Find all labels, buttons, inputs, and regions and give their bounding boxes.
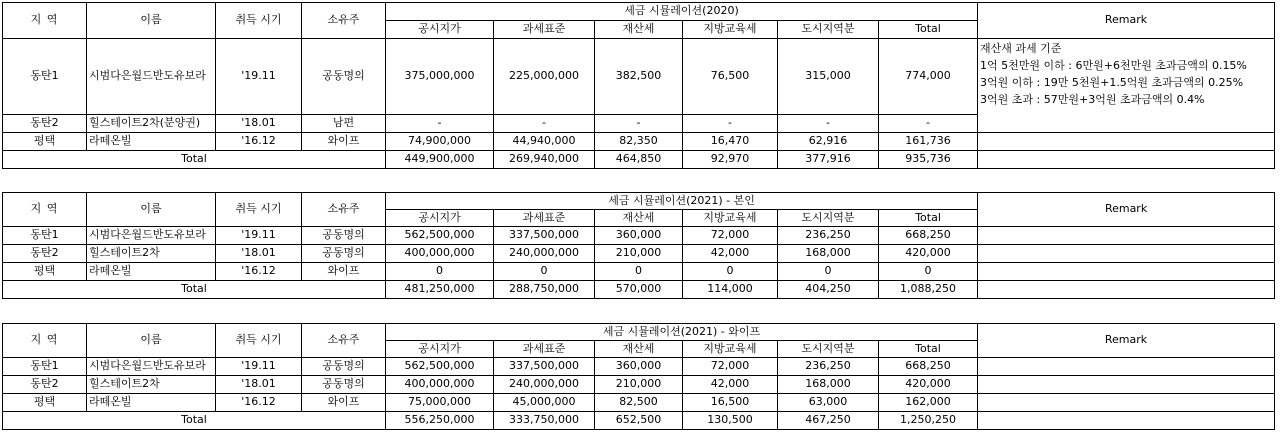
cell-name[interactable]: 힐스테이트2차(분양권) <box>87 115 216 133</box>
cell-official-price[interactable]: 400,000,000 <box>386 245 494 263</box>
cell-official-price[interactable]: 74,900,000 <box>386 133 494 151</box>
cell-owner[interactable]: 공동명의 <box>302 227 386 245</box>
cell-official-price[interactable]: 75,000,000 <box>386 394 494 412</box>
cell-urban-tax[interactable]: 236,250 <box>778 358 879 376</box>
cell-owner[interactable]: 와이프 <box>302 394 386 412</box>
cell-official-price[interactable]: 0 <box>386 263 494 281</box>
cell-tax-base[interactable]: 240,000,000 <box>494 245 595 263</box>
total-row <box>3 151 1275 169</box>
total-tax-base[interactable]: 288,750,000 <box>494 281 595 299</box>
cell-property-tax[interactable]: 0 <box>595 263 683 281</box>
cell-urban-tax[interactable]: 62,916 <box>778 133 879 151</box>
col-property-tax[interactable]: 재산세 <box>595 341 683 358</box>
cell-education-tax[interactable]: - <box>683 115 778 133</box>
table-title[interactable]: 세금 시뮬레이션(2021) - 와이프 <box>386 324 978 341</box>
cell-owner[interactable]: 공동명의 <box>302 39 386 115</box>
acquired-header[interactable]: 취득 시기 <box>216 3 302 39</box>
cell-total[interactable]: 420,000 <box>879 376 978 394</box>
table-row <box>3 376 1275 394</box>
total-property-tax[interactable]: 570,000 <box>595 281 683 299</box>
table-row <box>3 39 1275 115</box>
total-property-tax[interactable]: 652,500 <box>595 412 683 430</box>
remark-cell[interactable] <box>978 227 1275 245</box>
total-total[interactable]: 1,088,250 <box>879 281 978 299</box>
cell-property-tax[interactable]: 360,000 <box>595 358 683 376</box>
acquired-header[interactable]: 취득 시기 <box>216 193 302 227</box>
total-label[interactable]: Total <box>3 151 386 169</box>
cell-total[interactable]: 162,000 <box>879 394 978 412</box>
region-header[interactable]: 지 역 <box>3 193 87 227</box>
cell-name[interactable]: 시범다은월드반도유보라 <box>87 39 216 115</box>
name-header[interactable]: 이름 <box>87 193 216 227</box>
col-urban-tax[interactable]: 도시지역분 <box>778 210 879 227</box>
table-row <box>3 245 1275 263</box>
cell-region[interactable]: 동탄1 <box>3 227 87 245</box>
acquired-header[interactable]: 취득 시기 <box>216 324 302 358</box>
cell-acquired[interactable]: '19.11 <box>216 358 302 376</box>
remark-cell[interactable] <box>978 281 1275 299</box>
cell-property-tax[interactable]: 210,000 <box>595 376 683 394</box>
table-row <box>3 263 1275 281</box>
cell-education-tax[interactable]: 72,000 <box>683 358 778 376</box>
table-row <box>3 358 1275 376</box>
name-header[interactable]: 이름 <box>87 324 216 358</box>
cell-acquired[interactable]: '18.01 <box>216 115 302 133</box>
cell-official-price[interactable]: 562,500,000 <box>386 358 494 376</box>
cell-owner[interactable]: 와이프 <box>302 263 386 281</box>
total-education-tax[interactable]: 114,000 <box>683 281 778 299</box>
total-tax-base[interactable]: 333,750,000 <box>494 412 595 430</box>
tax-simulation-2020-table <box>2 2 1275 169</box>
total-urban-tax[interactable]: 404,250 <box>778 281 879 299</box>
cell-owner[interactable]: 공동명의 <box>302 245 386 263</box>
cell-region[interactable]: 평택 <box>3 133 87 151</box>
total-label[interactable]: Total <box>3 281 386 299</box>
total-total[interactable]: 1,250,250 <box>879 412 978 430</box>
cell-name[interactable]: 라떼온빌 <box>87 394 216 412</box>
total-row <box>3 281 1275 299</box>
cell-urban-tax[interactable]: 63,000 <box>778 394 879 412</box>
col-total[interactable]: Total <box>879 341 978 358</box>
cell-name[interactable]: 시범다은월드반도유보라 <box>87 227 216 245</box>
cell-property-tax[interactable]: - <box>595 115 683 133</box>
cell-tax-base[interactable]: - <box>494 115 595 133</box>
col-education-tax[interactable]: 지방교육세 <box>683 341 778 358</box>
col-total[interactable]: Total <box>879 210 978 227</box>
col-official-price[interactable]: 공시지가 <box>386 21 494 39</box>
cell-region[interactable]: 동탄2 <box>3 115 87 133</box>
cell-education-tax[interactable]: 42,000 <box>683 376 778 394</box>
total-official-price[interactable]: 449,900,000 <box>386 151 494 169</box>
remark-note[interactable]: 재산새 과세 기준 1억 5천만원 이하 : 6만원+6천만원 초과금액의 0.15% 3억원 이하 : 19만 5천원+1.5억원 초과금액의 0.25% 3억원 초과 : 57만원+3억원 초과금액의 0.4% <box>978 39 1275 133</box>
cell-owner[interactable]: 공동명의 <box>302 358 386 376</box>
cell-name[interactable]: 라떼온빌 <box>87 133 216 151</box>
cell-property-tax[interactable]: 82,350 <box>595 133 683 151</box>
total-urban-tax[interactable]: 467,250 <box>778 412 879 430</box>
cell-region[interactable]: 평택 <box>3 394 87 412</box>
total-education-tax[interactable]: 92,970 <box>683 151 778 169</box>
cell-name[interactable]: 라떼온빌 <box>87 263 216 281</box>
cell-owner[interactable]: 와이프 <box>302 133 386 151</box>
cell-total[interactable]: - <box>879 115 978 133</box>
col-property-tax[interactable]: 재산세 <box>595 210 683 227</box>
total-property-tax[interactable]: 464,850 <box>595 151 683 169</box>
cell-region[interactable]: 평택 <box>3 263 87 281</box>
table-row <box>3 394 1275 412</box>
tax-simulation-2021-wife-table <box>2 323 1275 430</box>
cell-official-price[interactable]: 562,500,000 <box>386 227 494 245</box>
col-education-tax[interactable]: 지방교육세 <box>683 210 778 227</box>
tax-simulation-2021-self-table <box>2 192 1275 299</box>
remark-header[interactable]: Remark <box>978 324 1275 358</box>
cell-urban-tax[interactable]: - <box>778 115 879 133</box>
cell-total[interactable]: 0 <box>879 263 978 281</box>
remark-cell[interactable] <box>978 358 1275 376</box>
cell-education-tax[interactable]: 72,000 <box>683 227 778 245</box>
cell-urban-tax[interactable]: 0 <box>778 263 879 281</box>
cell-tax-base[interactable]: 225,000,000 <box>494 39 595 115</box>
cell-acquired[interactable]: '18.01 <box>216 245 302 263</box>
col-property-tax[interactable]: 재산세 <box>595 21 683 39</box>
total-tax-base[interactable]: 269,940,000 <box>494 151 595 169</box>
cell-official-price[interactable]: - <box>386 115 494 133</box>
cell-acquired[interactable]: '16.12 <box>216 394 302 412</box>
remark-cell[interactable] <box>978 394 1275 412</box>
cell-owner[interactable]: 남편 <box>302 115 386 133</box>
col-urban-tax[interactable]: 도시지역분 <box>778 341 879 358</box>
cell-total[interactable]: 420,000 <box>879 245 978 263</box>
remark-cell[interactable] <box>978 376 1275 394</box>
table-row <box>3 133 1275 151</box>
owner-header[interactable]: 소유주 <box>302 3 386 39</box>
cell-urban-tax[interactable]: 315,000 <box>778 39 879 115</box>
col-tax-base[interactable]: 과세표준 <box>494 21 595 39</box>
total-official-price[interactable]: 481,250,000 <box>386 281 494 299</box>
cell-total[interactable]: 161,736 <box>879 133 978 151</box>
cell-property-tax[interactable]: 82,500 <box>595 394 683 412</box>
cell-education-tax[interactable]: 0 <box>683 263 778 281</box>
cell-official-price[interactable]: 400,000,000 <box>386 376 494 394</box>
cell-tax-base[interactable]: 337,500,000 <box>494 358 595 376</box>
cell-acquired[interactable]: '16.12 <box>216 263 302 281</box>
cell-name[interactable]: 시범다은월드반도유보라 <box>87 358 216 376</box>
cell-urban-tax[interactable]: 236,250 <box>778 227 879 245</box>
cell-tax-base[interactable]: 240,000,000 <box>494 376 595 394</box>
total-urban-tax[interactable]: 377,916 <box>778 151 879 169</box>
cell-region[interactable]: 동탄2 <box>3 376 87 394</box>
cell-urban-tax[interactable]: 168,000 <box>778 245 879 263</box>
cell-acquired[interactable]: '19.11 <box>216 227 302 245</box>
total-total[interactable]: 935,736 <box>879 151 978 169</box>
cell-acquired[interactable]: '16.12 <box>216 133 302 151</box>
remark-header[interactable]: Remark <box>978 193 1275 227</box>
col-official-price[interactable]: 공시지가 <box>386 341 494 358</box>
table-title[interactable]: 세금 시뮬레이션(2020) <box>386 3 978 21</box>
remark-cell[interactable] <box>978 412 1275 430</box>
col-total[interactable]: Total <box>879 21 978 39</box>
cell-education-tax[interactable]: 76,500 <box>683 39 778 115</box>
region-header[interactable]: 지 역 <box>3 3 87 39</box>
remark-cell[interactable] <box>978 151 1275 169</box>
cell-acquired[interactable]: '19.11 <box>216 39 302 115</box>
remark-cell[interactable] <box>978 133 1275 151</box>
cell-tax-base[interactable]: 45,000,000 <box>494 394 595 412</box>
cell-name[interactable]: 힐스테이트2차 <box>87 376 216 394</box>
table-title[interactable]: 세금 시뮬레이션(2021) - 본인 <box>386 193 978 210</box>
cell-total[interactable]: 668,250 <box>879 358 978 376</box>
col-tax-base[interactable]: 과세표준 <box>494 341 595 358</box>
cell-education-tax[interactable]: 16,500 <box>683 394 778 412</box>
total-official-price[interactable]: 556,250,000 <box>386 412 494 430</box>
total-education-tax[interactable]: 130,500 <box>683 412 778 430</box>
cell-property-tax[interactable]: 360,000 <box>595 227 683 245</box>
col-urban-tax[interactable]: 도시지역분 <box>778 21 879 39</box>
cell-region[interactable]: 동탄2 <box>3 245 87 263</box>
cell-total[interactable]: 774,000 <box>879 39 978 115</box>
cell-acquired[interactable]: '18.01 <box>216 376 302 394</box>
col-tax-base[interactable]: 과세표준 <box>494 210 595 227</box>
cell-education-tax[interactable]: 42,000 <box>683 245 778 263</box>
cell-region[interactable]: 동탄1 <box>3 39 87 115</box>
cell-property-tax[interactable]: 210,000 <box>595 245 683 263</box>
owner-header[interactable]: 소유주 <box>302 324 386 358</box>
cell-property-tax[interactable]: 382,500 <box>595 39 683 115</box>
total-row <box>3 412 1275 430</box>
total-label[interactable]: Total <box>3 412 386 430</box>
name-header[interactable]: 이름 <box>87 3 216 39</box>
cell-owner[interactable]: 공동명의 <box>302 376 386 394</box>
cell-urban-tax[interactable]: 168,000 <box>778 376 879 394</box>
owner-header[interactable]: 소유주 <box>302 193 386 227</box>
cell-name[interactable]: 힐스테이트2차 <box>87 245 216 263</box>
cell-official-price[interactable]: 375,000,000 <box>386 39 494 115</box>
col-official-price[interactable]: 공시지가 <box>386 210 494 227</box>
cell-region[interactable]: 동탄1 <box>3 358 87 376</box>
cell-tax-base[interactable]: 44,940,000 <box>494 133 595 151</box>
remark-header[interactable]: Remark <box>978 3 1275 39</box>
cell-tax-base[interactable]: 0 <box>494 263 595 281</box>
remark-cell[interactable] <box>978 263 1275 281</box>
cell-total[interactable]: 668,250 <box>879 227 978 245</box>
remark-cell[interactable] <box>978 245 1275 263</box>
table-row <box>3 227 1275 245</box>
cell-education-tax[interactable]: 16,470 <box>683 133 778 151</box>
col-education-tax[interactable]: 지방교육세 <box>683 21 778 39</box>
region-header[interactable]: 지 역 <box>3 324 87 358</box>
cell-tax-base[interactable]: 337,500,000 <box>494 227 595 245</box>
